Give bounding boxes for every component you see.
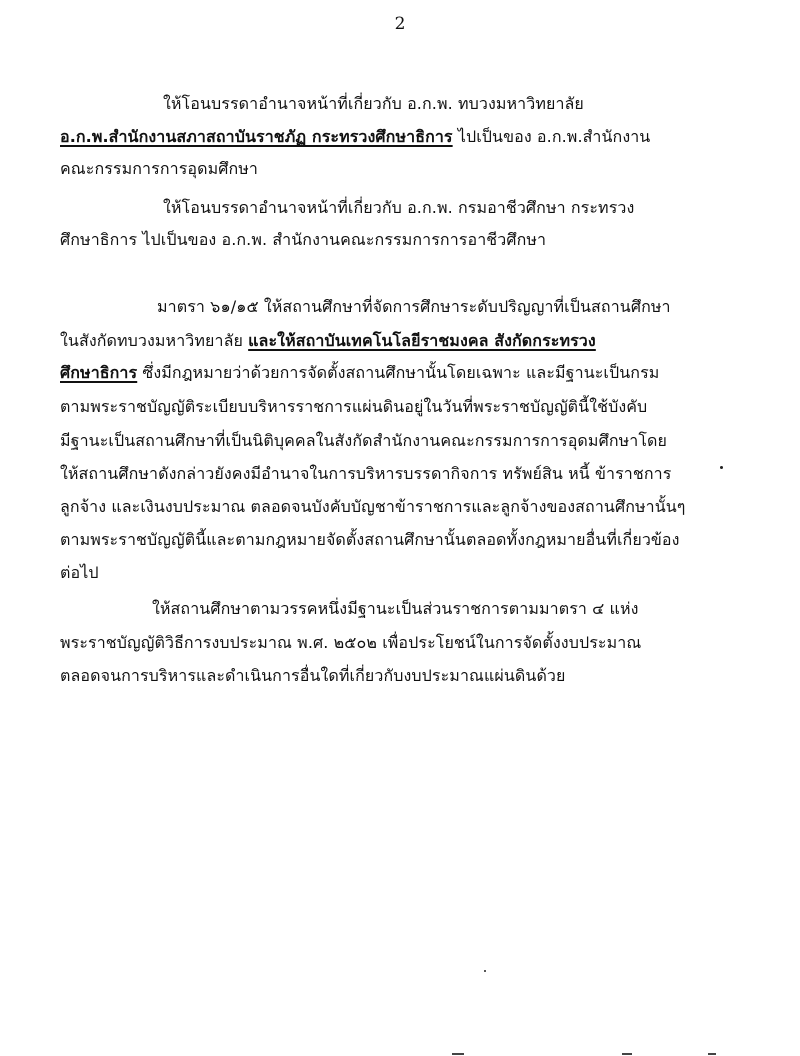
bold-underlined-text: อ.ก.พ.สำนักงานสภาสถาบันราชภัฏ กระทรวงศึกษาธิการ <box>60 127 453 146</box>
paragraph-1-line-1: ให้โอนบรรดาอำนาจหน้าที่เกี่ยวกับ อ.ก.พ. ทบวงมหาวิทยาลัย <box>163 94 584 113</box>
section-61-15-line-2 <box>60 330 688 352</box>
section-61-15-line-3-rest: ซึ่งมีกฎหมายว่าด้วยการจัดตั้งสถานศึกษานั้นโดยเฉพาะ และมีฐานะเป็นกรม <box>137 363 660 382</box>
bold-underlined-text: ศึกษาธิการ <box>60 363 138 382</box>
scan-speck <box>720 466 723 469</box>
paragraph-4-line-3: ตลอดจนการบริหารและดำเนินการอื่นใดที่เกี่ยวกับงบประมาณแผ่นดินด้วย <box>60 666 566 685</box>
page-number: 2 <box>394 14 406 34</box>
section-61-15-line-8: ตามพระราชบัญญัตินี้และตามกฎหมายจัดตั้งสถานศึกษานั้นตลอดทั้งกฎหมายอื่นที่เกี่ยวข้อง <box>60 530 680 549</box>
section-61-15-line-2-plain: ในสังกัดทบวงมหาวิทยาลัย <box>60 331 249 350</box>
paragraph-2-line-1: ให้โอนบรรดาอำนาจหน้าที่เกี่ยวกับ อ.ก.พ. กรมอาชีวศึกษา กระทรวง <box>163 198 635 217</box>
section-61-15-line-7: ลูกจ้าง และเงินงบประมาณ ตลอดจนบังคับบัญชาข้าราชการและลูกจ้างของสถานศึกษานั้นๆ <box>60 497 686 516</box>
bold-underlined-text: และให้สถาบันเทคโนโลยีราชมงคล สังกัดกระทรวง <box>248 331 596 350</box>
paragraph-1-line-3: คณะกรรมการการอุดมศึกษา <box>60 159 259 178</box>
section-61-15-line-3 <box>60 362 688 384</box>
paragraph-4-line-1: ให้สถานศึกษาตามวรรคหนึ่งมีฐานะเป็นส่วนราชการตามมาตรา ๔ แห่ง <box>152 599 639 618</box>
section-61-15-line-9: ต่อไป <box>60 563 99 582</box>
paragraph-1-line-2-rest: ไปเป็นของ อ.ก.พ.สำนักงาน <box>452 127 651 146</box>
scan-speck <box>484 970 486 972</box>
section-61-15-line-6: ให้สถานศึกษาดังกล่าวยังคงมีอำนาจในการบริหารบรรดากิจการ ทรัพย์สิน หนี้ ข้าราชการ <box>60 464 672 483</box>
paragraph-4-line-2: พระราชบัญญัติวิธีการงบประมาณ พ.ศ. ๒๕๐๒ เพื่อประโยชน์ในการจัดตั้งงบประมาณ <box>60 633 642 652</box>
section-61-15-line-5: มีฐานะเป็นสถานศึกษาที่เป็นนิติบุคคลในสังกัดสำนักงานคณะกรรมการการอุดมศึกษาโดย <box>60 431 667 450</box>
section-61-15-line-4: ตามพระราชบัญญัติระเบียบบริหารราชการแผ่นดินอยู่ในวันที่พระราชบัญญัตินี้ใช้บังคับ <box>60 397 648 416</box>
paragraph-2-line-2: ศึกษาธิการ ไปเป็นของ อ.ก.พ. สำนักงานคณะกรรมการการอาชีวศึกษา <box>60 230 547 249</box>
scan-edge-mark <box>708 1053 716 1055</box>
scan-edge-mark <box>452 1053 464 1055</box>
paragraph-1-line-2 <box>60 126 688 148</box>
scan-edge-mark <box>622 1053 632 1055</box>
section-61-15-line-1: มาตรา ๖๑/๑๕ ให้สถานศึกษาที่จัดการศึกษาระดับปริญญาที่เป็นสถานศึกษา <box>157 297 671 316</box>
